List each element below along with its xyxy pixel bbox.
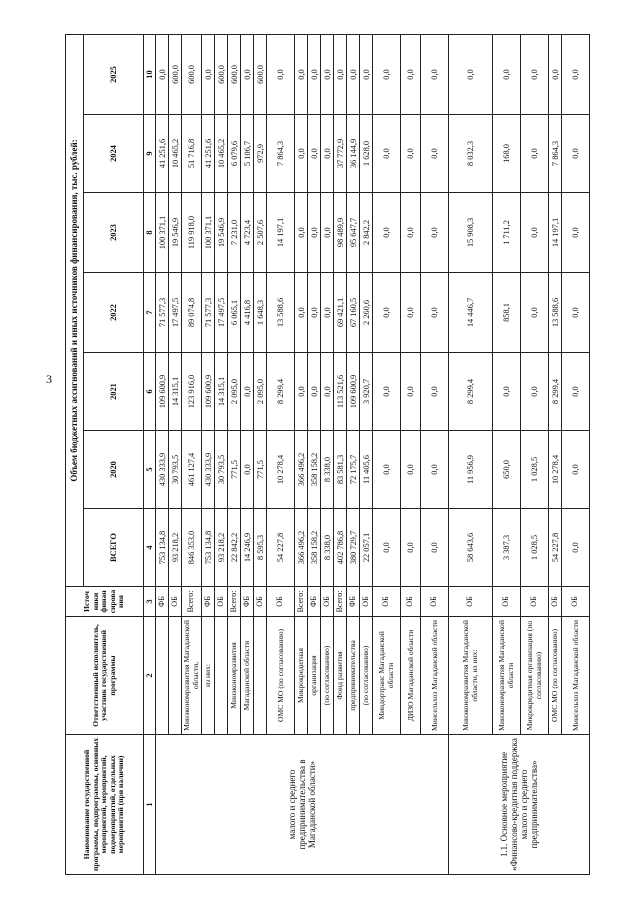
amount-cell: 17 497,5 [215, 273, 228, 353]
executor-cell: предпринимательства [347, 617, 360, 735]
amount-cell: 0,0 [421, 509, 449, 587]
amount-cell: 0,0 [241, 34, 254, 114]
amount-cell: 0,0 [562, 353, 590, 431]
amount-cell: 0,0 [295, 273, 308, 353]
amount-cell: 430 333,9 [156, 431, 169, 509]
amount-cell: 771,5 [254, 431, 267, 509]
amount-cell: 0,0 [421, 353, 449, 431]
amount-cell: 0,0 [562, 509, 590, 587]
source-cell: ФБ [202, 587, 215, 617]
source-cell: Всего: [295, 587, 308, 617]
amount-cell: 0,0 [373, 193, 401, 273]
header-year-2025: 2025 [84, 34, 144, 114]
amount-cell: 0,0 [321, 353, 334, 431]
amount-cell: 0,0 [401, 509, 421, 587]
amount-cell: 771,5 [228, 431, 241, 509]
executor-cell [254, 617, 267, 735]
executor-cell: Фонд развития [334, 617, 347, 735]
executor-cell: (по согласованию) [321, 617, 334, 735]
amount-cell: 600,0 [215, 34, 228, 114]
index-cell: 3 [144, 587, 156, 617]
source-cell: ОБ [215, 587, 228, 617]
amount-cell: 93 218,2 [215, 509, 228, 587]
amount-cell: 1 711,2 [493, 193, 521, 273]
amount-cell: 0,0 [562, 273, 590, 353]
amount-cell: 0,0 [373, 115, 401, 193]
header-year-2023: 2023 [84, 193, 144, 273]
executor-cell: Минэкономразвития Магаданской области, из них: [449, 617, 493, 735]
section-name-cell: малого и среднего предпринимательства в Магаданской области» [156, 735, 449, 875]
executor-cell: Минсельхоз Магаданской области [421, 617, 449, 735]
amount-cell: 0,0 [401, 115, 421, 193]
amount-cell: 0,0 [334, 34, 347, 114]
amount-cell: 8 299,4 [267, 353, 295, 431]
amount-cell: 0,0 [321, 115, 334, 193]
amount-cell: 0,0 [562, 193, 590, 273]
executor-cell [169, 617, 182, 735]
amount-cell: 30 793,5 [169, 431, 182, 509]
amount-cell: 0,0 [421, 273, 449, 353]
amount-cell: 8 299,4 [449, 353, 493, 431]
source-cell: ОБ [493, 587, 521, 617]
amount-cell: 2 095,0 [228, 353, 241, 431]
amount-cell: 1 648,3 [254, 273, 267, 353]
amount-cell: 7 864,3 [549, 115, 562, 193]
header-year-2022: 2022 [84, 273, 144, 353]
table-body [156, 34, 590, 874]
amount-cell: 83 581,3 [334, 431, 347, 509]
header-year-2020: 2020 [84, 431, 144, 509]
amount-cell: 366 496,2 [295, 509, 308, 587]
amount-cell: 0,0 [202, 34, 215, 114]
header-year-total: ВСЕГО [84, 509, 144, 587]
amount-cell: 650,0 [493, 431, 521, 509]
amount-cell: 0,0 [241, 431, 254, 509]
header-executor: Ответственный исполнитель, участник государственной программы [66, 617, 144, 735]
amount-cell: 100 371,1 [156, 193, 169, 273]
index-cell: 8 [144, 193, 156, 273]
amount-cell: 13 588,6 [549, 273, 562, 353]
amount-cell: 58 643,6 [449, 509, 493, 587]
amount-cell: 0,0 [421, 193, 449, 273]
amount-cell: 0,0 [321, 193, 334, 273]
amount-cell: 366 496,2 [295, 431, 308, 509]
executor-cell: из них: [202, 617, 215, 735]
amount-cell: 753 134,8 [156, 509, 169, 587]
amount-cell: 4 723,4 [241, 193, 254, 273]
amount-cell: 1 028,5 [521, 509, 549, 587]
amount-cell: 380 729,7 [347, 509, 360, 587]
amount-cell: 14 315,1 [215, 353, 228, 431]
amount-cell: 2 260,6 [360, 273, 373, 353]
source-cell: ОБ [549, 587, 562, 617]
amount-cell: 22 057,1 [360, 509, 373, 587]
amount-cell: 8 299,4 [549, 353, 562, 431]
amount-cell: 0,0 [321, 34, 334, 114]
source-cell: ОБ [449, 587, 493, 617]
amount-cell: 0,0 [241, 353, 254, 431]
amount-cell: 15 908,3 [449, 193, 493, 273]
source-cell: Всего: [228, 587, 241, 617]
amount-cell: 0,0 [521, 34, 549, 114]
amount-cell: 11 405,6 [360, 431, 373, 509]
amount-cell: 19 546,9 [169, 193, 182, 273]
amount-cell: 600,0 [254, 34, 267, 114]
amount-cell: 0,0 [421, 34, 449, 114]
amount-cell: 10 278,4 [267, 431, 295, 509]
amount-cell: 0,0 [421, 115, 449, 193]
source-cell: ОБ [401, 587, 421, 617]
amount-cell: 430 333,9 [202, 431, 215, 509]
amount-cell: 14 246,9 [241, 509, 254, 587]
amount-cell: 100 371,1 [202, 193, 215, 273]
amount-cell: 6 079,6 [228, 115, 241, 193]
index-cell: 2 [144, 617, 156, 735]
amount-cell: 0,0 [521, 193, 549, 273]
index-row [144, 34, 156, 874]
amount-cell: 461 127,4 [182, 431, 202, 509]
executor-cell: Минсельхоз Магаданской области [562, 617, 590, 735]
amount-cell: 0,0 [308, 34, 321, 114]
amount-cell: 0,0 [493, 353, 521, 431]
executor-cell: (по согласованию) [360, 617, 373, 735]
amount-cell: 14 197,1 [549, 193, 562, 273]
source-cell: ОБ [562, 587, 590, 617]
amount-cell: 2 095,0 [254, 353, 267, 431]
amount-cell: 0,0 [401, 431, 421, 509]
amount-cell: 19 546,9 [215, 193, 228, 273]
source-cell: ОБ [521, 587, 549, 617]
index-cell: 9 [144, 115, 156, 193]
amount-cell: 37 772,9 [334, 115, 347, 193]
amount-cell: 109 600,9 [202, 353, 215, 431]
amount-cell: 2 842,2 [360, 193, 373, 273]
funding-table [65, 34, 590, 875]
amount-cell: 0,0 [521, 353, 549, 431]
amount-cell: 358 158,2 [308, 431, 321, 509]
amount-cell: 51 716,8 [182, 115, 202, 193]
source-cell: ОБ [267, 587, 295, 617]
header-name: Наименование государственной программы, подпрограммы, основных мероприятий, мероприятий, подмероприятий, отдельных мероприятий (при наличии) [66, 735, 144, 875]
amount-cell: 98 489,9 [334, 193, 347, 273]
page-number: 3 [46, 372, 52, 386]
executor-cell: ОМС МО (по согласованию) [549, 617, 562, 735]
amount-cell: 0,0 [295, 353, 308, 431]
amount-cell: 13 588,6 [267, 273, 295, 353]
amount-cell: 846 353,0 [182, 509, 202, 587]
amount-cell: 4 416,8 [241, 273, 254, 353]
amount-cell: 0,0 [521, 273, 549, 353]
source-cell: ОБ [360, 587, 373, 617]
amount-cell: 0,0 [373, 431, 401, 509]
amount-cell: 0,0 [562, 34, 590, 114]
executor-cell: Миндортранс Магаданской области [373, 617, 401, 735]
amount-cell: 14 446,7 [449, 273, 493, 353]
amount-cell: 0,0 [308, 193, 321, 273]
amount-cell: 123 916,0 [182, 353, 202, 431]
amount-cell: 0,0 [347, 34, 360, 114]
amount-cell: 0,0 [562, 431, 590, 509]
index-cell: 10 [144, 34, 156, 114]
amount-cell: 0,0 [373, 34, 401, 114]
index-cell: 6 [144, 353, 156, 431]
amount-cell: 8 338,0 [321, 509, 334, 587]
amount-cell: 3 387,3 [493, 509, 521, 587]
amount-cell: 3 920,7 [360, 353, 373, 431]
amount-cell: 2 507,6 [254, 193, 267, 273]
executor-cell: Минэкономразвития Магаданской области, [182, 617, 202, 735]
amount-cell: 41 251,6 [156, 115, 169, 193]
amount-cell: 14 197,1 [267, 193, 295, 273]
amount-cell: 0,0 [562, 115, 590, 193]
amount-cell: 72 175,7 [347, 431, 360, 509]
executor-cell: организация [308, 617, 321, 735]
amount-cell: 22 842,2 [228, 509, 241, 587]
amount-cell: 0,0 [308, 273, 321, 353]
table-row [449, 34, 493, 874]
amount-cell: 168,0 [493, 115, 521, 193]
source-cell: ОБ [321, 587, 334, 617]
header-year-2024: 2024 [84, 115, 144, 193]
amount-cell: 600,0 [228, 34, 241, 114]
rotated-table-container [65, 35, 630, 875]
amount-cell: 6 065,1 [228, 273, 241, 353]
amount-cell: 0,0 [373, 509, 401, 587]
amount-cell: 0,0 [267, 34, 295, 114]
amount-cell: 0,0 [360, 34, 373, 114]
amount-cell: 0,0 [308, 115, 321, 193]
source-cell: ОБ [254, 587, 267, 617]
amount-cell: 17 497,5 [169, 273, 182, 353]
amount-cell: 7 231,0 [228, 193, 241, 273]
amount-cell: 358 158,2 [308, 509, 321, 587]
amount-cell: 1 628,0 [360, 115, 373, 193]
amount-cell: 54 227,8 [549, 509, 562, 587]
section-name-cell: 1.1. Основное мероприятие «Финансово-кредитная поддержка малого и среднего предпринимательства» [449, 735, 590, 875]
executor-cell: Минэкономразвития Магаданской области [493, 617, 521, 735]
amount-cell: 0,0 [373, 273, 401, 353]
source-cell: ОБ [169, 587, 182, 617]
source-cell: ОБ [373, 587, 401, 617]
amount-cell: 0,0 [521, 115, 549, 193]
amount-cell: 11 956,9 [449, 431, 493, 509]
table-row [156, 34, 169, 874]
amount-cell: 0,0 [401, 273, 421, 353]
amount-cell: 109 600,9 [347, 353, 360, 431]
amount-cell: 0,0 [493, 34, 521, 114]
source-cell: ФБ [347, 587, 360, 617]
amount-cell: 71 577,3 [156, 273, 169, 353]
amount-cell: 10 465,2 [215, 115, 228, 193]
amount-cell: 89 074,8 [182, 273, 202, 353]
executor-cell [215, 617, 228, 735]
amount-cell: 0,0 [449, 34, 493, 114]
amount-cell: 0,0 [321, 273, 334, 353]
amount-cell: 0,0 [295, 193, 308, 273]
index-cell: 1 [144, 735, 156, 875]
amount-cell: 0,0 [401, 34, 421, 114]
amount-cell: 10 465,2 [169, 115, 182, 193]
amount-cell: 30 793,5 [215, 431, 228, 509]
amount-cell: 119 918,0 [182, 193, 202, 273]
amount-cell: 600,0 [182, 34, 202, 114]
executor-cell: Микрокредитная [295, 617, 308, 735]
amount-cell: 41 251,6 [202, 115, 215, 193]
amount-cell: 10 278,4 [549, 431, 562, 509]
index-cell: 7 [144, 273, 156, 353]
executor-cell: ДИЗО Магаданской области [401, 617, 421, 735]
executor-cell: Микрокредитная организация (по согласованию) [521, 617, 549, 735]
amount-cell: 0,0 [421, 431, 449, 509]
header-funding: Объем бюджетных ассигнований и иных источников финансирования, тыс. рублей: [66, 34, 84, 586]
amount-cell: 69 421,1 [334, 273, 347, 353]
amount-cell: 71 577,3 [202, 273, 215, 353]
executor-cell: Магаданской области [241, 617, 254, 735]
source-cell: Всего: [182, 587, 202, 617]
amount-cell: 7 864,3 [267, 115, 295, 193]
source-cell: Всего: [334, 587, 347, 617]
source-cell: ФБ [241, 587, 254, 617]
amount-cell: 8 595,3 [254, 509, 267, 587]
source-cell: ОБ [421, 587, 449, 617]
index-cell: 5 [144, 431, 156, 509]
amount-cell: 600,0 [169, 34, 182, 114]
amount-cell: 5 106,7 [241, 115, 254, 193]
amount-cell: 54 227,8 [267, 509, 295, 587]
amount-cell: 0,0 [156, 34, 169, 114]
executor-cell: Минэкономразвития [228, 617, 241, 735]
header-year-2021: 2021 [84, 353, 144, 431]
amount-cell: 8 032,3 [449, 115, 493, 193]
amount-cell: 0,0 [549, 34, 562, 114]
amount-cell: 113 521,6 [334, 353, 347, 431]
amount-cell: 1 028,5 [521, 431, 549, 509]
amount-cell: 8 338,0 [321, 431, 334, 509]
source-cell: ФБ [156, 587, 169, 617]
header-source: Источники финансирования [66, 587, 144, 617]
amount-cell: 753 134,8 [202, 509, 215, 587]
amount-cell: 402 786,8 [334, 509, 347, 587]
amount-cell: 14 315,1 [169, 353, 182, 431]
amount-cell: 0,0 [308, 353, 321, 431]
amount-cell: 0,0 [295, 34, 308, 114]
amount-cell: 109 600,9 [156, 353, 169, 431]
amount-cell: 0,0 [295, 115, 308, 193]
amount-cell: 972,9 [254, 115, 267, 193]
amount-cell: 67 160,5 [347, 273, 360, 353]
executor-cell [156, 617, 169, 735]
index-cell: 4 [144, 509, 156, 587]
amount-cell: 95 647,7 [347, 193, 360, 273]
amount-cell: 36 144,9 [347, 115, 360, 193]
amount-cell: 0,0 [373, 353, 401, 431]
executor-cell: ОМС МО (по согласованию) [267, 617, 295, 735]
source-cell: ФБ [308, 587, 321, 617]
amount-cell: 93 218,2 [169, 509, 182, 587]
amount-cell: 0,0 [401, 353, 421, 431]
amount-cell: 858,1 [493, 273, 521, 353]
amount-cell: 0,0 [401, 193, 421, 273]
